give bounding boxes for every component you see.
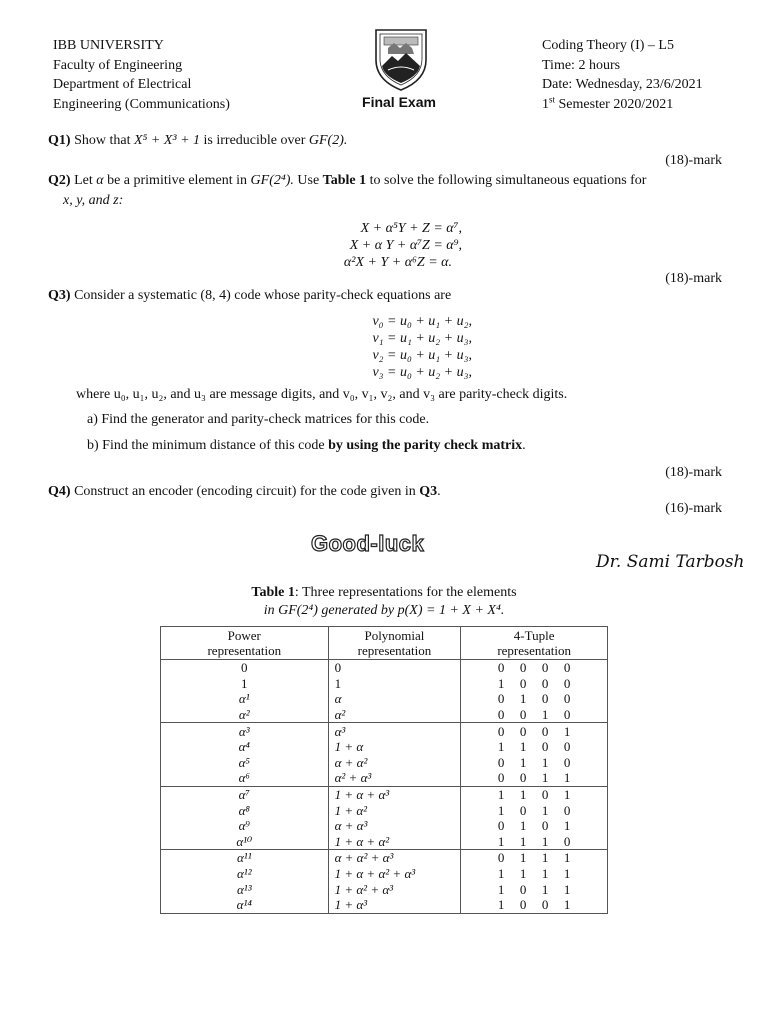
tuple-digit: 0 [497,850,505,866]
tuple-digit: 1 [541,881,549,897]
q2-text-a: Let [70,173,97,188]
tuple-digit: 1 [541,833,549,849]
table-row [161,770,608,786]
tuple-digit: 0 [497,818,505,834]
tuple-digit: 0 [563,691,571,707]
q3-where: where u₀, u₁, u₂, and u₃ are message digits, and v₀, v₁, v₂, and v₃ are parity-check digits. [76,387,568,402]
polynomial-cell: α + α² + α³ [328,850,461,866]
power-cell: α² [161,707,329,723]
table-row [161,881,608,897]
tuple-digit: 0 [563,739,571,755]
q3-equation-3: v₂ = u₀ + u₁ + u₃, [372,348,472,363]
tuple-digit: 1 [541,707,549,723]
q3-equation-4: v₃ = u₀ + u₂ + u₃, [372,365,472,380]
tuple-cell [461,802,608,818]
polynomial-cell: 1 + α² [328,802,461,818]
q2-equation-1: X + α⁵Y + Z = α⁷, [360,221,462,236]
q4-label: Q4) [48,484,71,499]
signature: Dr. Sami Tarbosh [596,552,745,572]
semester-suffix: st [549,93,556,104]
q3-text: Consider a systematic (8, 4) code whose parity-check equations are [70,288,452,303]
q2-text-d: to solve the following simultaneous equations for [366,173,647,188]
tuple-cell [461,739,608,755]
department-line2: Engineering (Communications) [53,96,230,112]
tuple-digit: 0 [563,707,571,723]
faculty-name: Faculty of Engineering [53,57,183,73]
q3-part-b [87,438,526,454]
polynomial-cell: 1 + α + α³ [328,786,461,802]
gf16-elements-table [160,626,608,914]
semester-text: Semester 2020/2021 [555,96,674,112]
power-cell: α⁸ [161,802,329,818]
polynomial-cell: 1 + α² + α³ [328,881,461,897]
tuple-digit: 0 [519,660,527,676]
power-cell: α⁴ [161,739,329,755]
table-row [161,802,608,818]
tuple-digit: 0 [563,660,571,676]
university-name: IBB UNIVERSITY [53,38,164,53]
tuple-cell [461,691,608,707]
tuple-digit: 0 [497,707,505,723]
tuple-cell [461,770,608,786]
tuple-cell [461,755,608,771]
table-row [161,660,608,676]
tuple-digit: 0 [563,754,571,770]
polynomial-cell: 1 + α + α² [328,834,461,850]
tuple-digit: 1 [497,897,505,913]
q2-text-c: Use [293,173,323,188]
tuple-digit: 1 [519,818,527,834]
polynomial-cell: α + α² [328,755,461,771]
power-cell: 0 [161,660,329,676]
tuple-digit: 1 [497,739,505,755]
power-cell: α¹ [161,691,329,707]
tuple-digit: 1 [497,675,505,691]
tuple-cell [461,723,608,739]
q3-equation-1: v₀ = u₀ + u₁ + u₂, [372,314,472,329]
good-luck-banner: Good-luck [311,531,425,556]
table-row [161,723,608,739]
polynomial-cell: α³ [328,723,461,739]
tuple-digit: 1 [497,787,505,803]
table-row [161,818,608,834]
table-row [161,739,608,755]
q4-mark: (16)-mark [665,501,722,516]
tuple-cell [461,707,608,723]
tuple-cell [461,818,608,834]
tuple-cell [461,850,608,866]
question-4 [48,484,441,500]
q3-part-b-text: b) Find the minimum distance of this code [87,438,329,453]
tuple-digit: 1 [519,691,527,707]
q3-part-b-bold: by using the parity check matrix [328,438,523,453]
tuple-cell [461,881,608,897]
q1-text-a: Show that [70,133,134,148]
table-row [161,897,608,913]
tuple-digit: 1 [497,802,505,818]
table-caption-line1 [160,584,608,602]
tuple-digit: 1 [563,723,571,739]
q2-equation-2: X + α Y + α⁷Z = α⁹, [349,238,462,253]
table-header-row [161,627,608,660]
exam-date: Date: Wednesday, 23/6/2021 [542,77,703,92]
tuple-cell [461,786,608,802]
tuple-digit: 0 [497,754,505,770]
q3-label: Q3) [48,288,71,303]
power-cell: α⁷ [161,786,329,802]
tuple-digit: 0 [541,818,549,834]
tuple-digit: 1 [563,850,571,866]
tuple-digit: 0 [497,723,505,739]
q1-field: GF(2). [308,133,348,148]
tuple-digit: 0 [563,675,571,691]
tuple-digit: 1 [519,833,527,849]
q1-polynomial: X⁵ + X³ + 1 [133,133,201,148]
course-info-block [542,36,703,114]
tuple-digit: 0 [519,723,527,739]
q1-mark: (18)-mark [665,153,722,168]
table-caption-label: Table 1 [251,585,295,600]
q1-text-b: is irreducible over [200,133,309,148]
tuple-cell [461,834,608,850]
q3-part-a: a) Find the generator and parity-check matrices for this code. [87,412,430,427]
q2-equation-3: α²X + Y + α⁶Z = α. [343,255,452,270]
question-3 [48,288,451,304]
table-row [161,786,608,802]
q4-ref: Q3 [419,484,438,499]
q4-text: Construct an encoder (encoding circuit) for the code given in [70,484,420,499]
tuple-digit: 0 [563,802,571,818]
polynomial-cell: α² + α³ [328,770,461,786]
tuple-digit: 0 [519,802,527,818]
department-line1: Department of Electrical [53,77,192,92]
q2-label: Q2) [48,173,71,188]
semester [542,95,703,115]
table-row [161,834,608,850]
tuple-digit: 1 [563,897,571,913]
tuple-digit: 0 [541,691,549,707]
tuple-digit: 0 [497,770,505,786]
power-cell: α¹⁰ [161,834,329,850]
tuple-digit: 1 [541,770,549,786]
power-cell: α¹⁴ [161,897,329,913]
power-cell: 1 [161,676,329,692]
tuple-digit: 1 [541,866,549,882]
tuple-digit: 0 [497,691,505,707]
tuple-digit: 1 [497,866,505,882]
polynomial-cell: 0 [328,660,461,676]
tuple-digit: 1 [497,833,505,849]
tuple-digit: 0 [541,660,549,676]
power-cell: α⁵ [161,755,329,771]
q2-table-ref: Table 1 [322,173,367,188]
tuple-digit: 0 [519,707,527,723]
tuple-digit: 0 [519,881,527,897]
tuple-digit: 1 [519,739,527,755]
table-row [161,755,608,771]
table-caption-text: : Three representations for the elements [294,585,517,600]
header-tuple: 4-Tuple representation [461,627,608,660]
university-logo [370,26,432,92]
tuple-digit: 0 [497,660,505,676]
tuple-digit: 0 [519,770,527,786]
table-row [161,676,608,692]
tuple-digit: 1 [497,881,505,897]
tuple-digit: 0 [519,897,527,913]
exam-time: Time: 2 hours [542,57,621,73]
tuple-digit: 1 [541,850,549,866]
table-row [161,707,608,723]
q1-label: Q1) [48,133,71,148]
power-cell: α³ [161,723,329,739]
tuple-cell [461,866,608,882]
polynomial-cell: 1 + α + α² + α³ [328,866,461,882]
institution-block [53,36,230,114]
polynomial-cell: 1 + α³ [328,897,461,913]
polynomial-cell: α² [328,707,461,723]
tuple-digit: 1 [541,802,549,818]
q3-mark: (18)-mark [665,465,722,480]
tuple-digit: 1 [563,787,571,803]
tuple-digit: 1 [519,866,527,882]
q2-mark: (18)-mark [665,271,722,286]
table-row [161,691,608,707]
q3-part-b-end: . [522,438,526,453]
q2-text-b: be a primitive element in [103,173,251,188]
semester-number: 1 [542,96,549,112]
tuple-digit: 1 [563,866,571,882]
power-cell: α¹³ [161,881,329,897]
tuple-digit: 1 [563,881,571,897]
header-power: Power representation [161,627,329,660]
course-name: Coding Theory (I) – L5 [542,38,674,53]
power-cell: α¹¹ [161,850,329,866]
power-cell: α¹² [161,866,329,882]
tuple-digit: 1 [519,850,527,866]
polynomial-cell: 1 + α [328,739,461,755]
tuple-digit: 0 [519,675,527,691]
polynomial-cell: α + α³ [328,818,461,834]
tuple-cell [461,676,608,692]
table-row [161,850,608,866]
tuple-digit: 0 [541,675,549,691]
tuple-digit: 1 [519,754,527,770]
table-caption [160,584,608,620]
power-cell: α⁹ [161,818,329,834]
tuple-digit: 0 [563,833,571,849]
table-caption-line2: in GF(2⁴) generated by p(X) = 1 + X + X⁴. [263,603,505,618]
polynomial-cell: 1 [328,676,461,692]
tuple-digit: 1 [563,818,571,834]
tuple-digit: 1 [563,770,571,786]
power-cell: α⁶ [161,770,329,786]
tuple-digit: 0 [541,723,549,739]
exam-title: Final Exam [362,94,436,110]
question-2 [48,173,646,189]
q4-end: . [437,484,441,499]
tuple-digit: 0 [541,897,549,913]
tuple-digit: 0 [541,787,549,803]
tuple-digit: 1 [519,787,527,803]
q2-line2: x, y, and z: [63,193,124,208]
q2-field: GF(2⁴). [250,173,294,188]
q3-equation-2: v₁ = u₁ + u₂ + u₃, [372,331,472,346]
tuple-cell [461,660,608,676]
q2-alpha: α [96,173,104,188]
tuple-cell [461,897,608,913]
header-polynomial: Polynomial representation [328,627,461,660]
tuple-digit: 1 [541,754,549,770]
question-1 [48,133,347,149]
polynomial-cell: α [328,691,461,707]
tuple-digit: 0 [541,739,549,755]
table-row [161,866,608,882]
